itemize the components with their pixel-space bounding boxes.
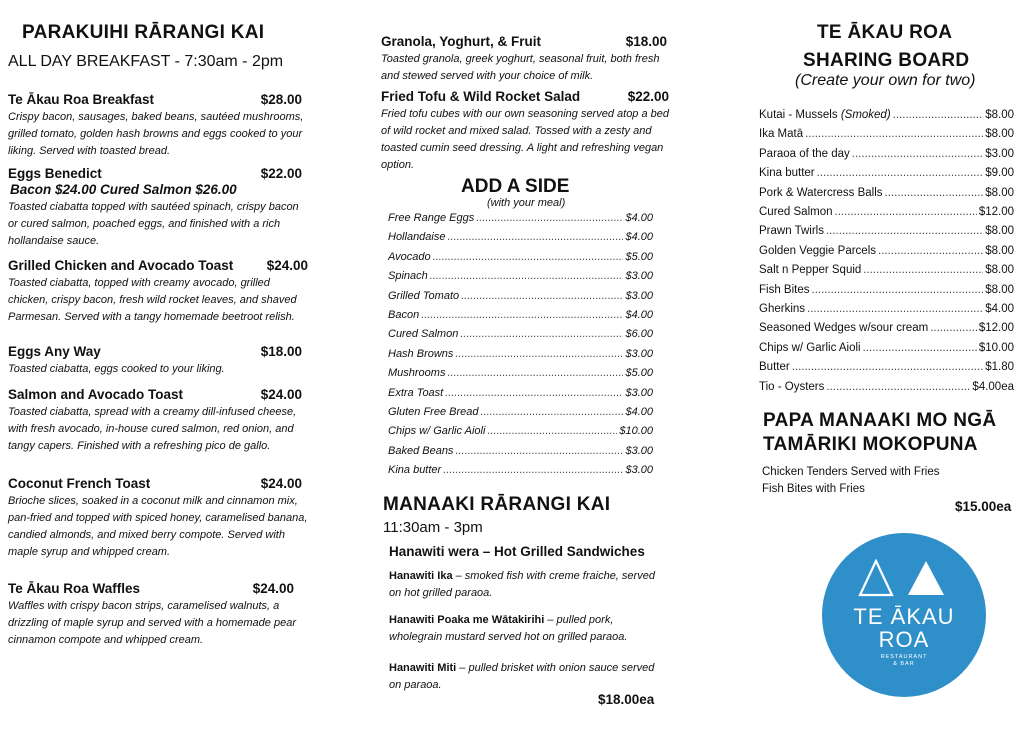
leader-dots — [487, 425, 617, 437]
sharing-item-name: Paraoa of the day — [759, 147, 850, 160]
side-item — [388, 251, 653, 263]
leader-dots — [445, 387, 623, 399]
item-name: Te Ākau Roa Waffles — [8, 581, 141, 596]
item-description: Fried tofu cubes with our own seasoning served atop a bed of wild rocket and mixed salad. Tossed with a zesty and toasted cumin seed dressing. A light and refreshing vegan option. — [381, 108, 670, 171]
breakfast-column — [8, 0, 308, 730]
leader-dots — [826, 381, 970, 393]
item-price: $18.00 — [260, 344, 302, 359]
side-name: Chips w/ Garlic Aioli — [388, 425, 486, 438]
sandwich-name: Hanawiti Miti — [389, 662, 457, 674]
kids-title-line2: TAMĀRIKI MOKOPUNA — [763, 434, 978, 455]
side-item — [388, 464, 653, 476]
sandwich-description: – pulled pork, wholegrain mustard served hot on grilled paraoa. — [389, 614, 628, 643]
sharing-item-name: Chips w/ Garlic Aioli — [759, 341, 861, 354]
item-price: $22.00 — [260, 166, 302, 181]
leader-dots — [885, 187, 984, 199]
sharing-item-name: Cured Salmon — [759, 206, 833, 218]
leader-dots — [817, 167, 984, 179]
logo-tagline1: RESTAURANT — [880, 654, 928, 660]
sandwich-item — [389, 612, 669, 646]
side-name: Gluten Free Bread — [388, 406, 479, 418]
sharing-item-note: (Smoked) — [840, 109, 891, 121]
side-price: $3.00 — [625, 289, 653, 302]
sandwich-heading: Hanawiti wera – Hot Grilled Sandwiches — [389, 544, 645, 559]
leader-dots — [430, 270, 624, 282]
side-price: $3.00 — [625, 444, 653, 457]
side-name: Kina butter — [388, 464, 442, 477]
item-name: Te Ākau Roa Breakfast — [8, 92, 155, 107]
sharing-item — [759, 225, 1014, 237]
side-item — [388, 328, 653, 340]
item-price: $24.00 — [266, 258, 308, 273]
leader-dots — [476, 212, 623, 224]
sandwich-item — [389, 660, 669, 694]
item-description: Toasted ciabatta, spread with a creamy dill-infused cheese, with fresh avocado, in-house cured salmon, red onion, and tangy capers. Finished with a refreshing pico de gallo. — [8, 406, 297, 452]
item-name: Fried Tofu & Wild Rocket Salad — [381, 89, 581, 104]
side-price: $4.00 — [625, 231, 653, 244]
item-description: Waffles with crispy bacon strips, caramelised walnuts, a drizzling of maple syrup and served with a homemade pear cinnamon compote and whipped cream. — [8, 600, 296, 646]
sharing-item — [759, 303, 1014, 315]
leader-dots — [421, 309, 623, 321]
sharing-item — [759, 322, 1014, 334]
kids-title-line1: PAPA MANAAKI MO NGĀ — [763, 410, 997, 431]
leader-dots — [443, 464, 623, 476]
sandwich-description: – pulled brisket with onion sauce served on paraoa. — [389, 662, 655, 691]
logo-line1: TE ĀKAU — [853, 604, 955, 629]
manaaki-hours: 11:30am - 3pm — [383, 519, 483, 536]
side-name: Baked Beans — [388, 444, 454, 457]
logo-tagline2: & BAR — [893, 661, 915, 667]
item-price: $24.00 — [260, 387, 302, 402]
item-name: Eggs Any Way — [8, 344, 101, 359]
menu-item — [8, 258, 308, 326]
side-item — [388, 445, 653, 457]
menu-item — [8, 92, 308, 160]
item-description: Toasted ciabatta, topped with creamy avocado, grilled chicken, crispy bacon, fresh wild rocket leaves, and shaved Parmesan. Served with a tangy homemade beetroot relish. — [8, 277, 297, 323]
leader-dots — [826, 225, 983, 237]
side-name: Free Range Eggs — [388, 212, 475, 224]
sandwich-price: $18.00ea — [598, 692, 655, 707]
sharing-item — [759, 167, 1014, 179]
leader-dots — [481, 406, 624, 418]
twin-triangles-logo-icon — [858, 559, 950, 597]
item-price: $24.00 — [252, 581, 294, 596]
sharing-item-price: $9.00 — [985, 167, 1014, 180]
side-price: $5.00 — [625, 367, 653, 380]
sharing-title-line2: SHARING BOARD — [803, 50, 970, 71]
sharing-item — [759, 206, 1014, 218]
leader-dots — [805, 128, 983, 140]
side-price: $10.00 — [619, 425, 653, 438]
item-name: Grilled Chicken and Avocado Toast — [8, 258, 234, 273]
sandwich-description: – smoked fish with creme fraiche, served on hot grilled paraoa. — [389, 570, 655, 599]
sharing-item-price: $8.00 — [985, 225, 1014, 238]
sharing-item-name: Butter — [759, 361, 790, 374]
leader-dots — [792, 361, 984, 373]
item-name: Salmon and Avocado Toast — [8, 387, 184, 402]
leader-dots — [447, 367, 623, 379]
sharing-item-price: $8.00 — [985, 186, 1014, 199]
side-price: $4.00 — [625, 212, 653, 224]
item-price: $24.00 — [260, 476, 302, 491]
sharing-item-price: $8.00 — [985, 244, 1014, 257]
side-name: Spinach — [388, 270, 428, 283]
item-name: Coconut French Toast — [8, 476, 151, 491]
breakfast-hours: ALL DAY BREAKFAST - 7:30am - 2pm — [8, 53, 284, 70]
side-name: Bacon — [388, 309, 420, 321]
item-price: $28.00 — [260, 92, 302, 107]
sharing-title-line1: TE ĀKAU ROA — [817, 22, 953, 43]
menu-item — [8, 344, 308, 378]
leader-dots — [893, 109, 984, 121]
menu-item — [8, 581, 308, 649]
leader-dots — [878, 245, 983, 257]
side-item — [388, 290, 653, 302]
item-price: $22.00 — [627, 89, 669, 104]
sharing-item-name: Golden Veggie Parcels — [759, 244, 876, 257]
leader-dots — [930, 322, 977, 334]
sharing-item-price: $8.00 — [985, 128, 1014, 141]
sandwich-name: Hanawiti Ika — [389, 570, 453, 582]
side-name: Cured Salmon — [388, 328, 459, 341]
kids-item: Fish Bites with Fries — [762, 483, 865, 495]
side-item — [388, 212, 653, 224]
side-item — [388, 309, 653, 321]
leader-dots — [835, 206, 977, 218]
menu-item — [8, 166, 308, 250]
sharing-item — [759, 148, 1014, 160]
side-item — [388, 270, 653, 282]
sandwich-item — [389, 568, 669, 602]
sharing-item-price: $10.00 — [978, 341, 1014, 354]
side-price: $3.00 — [625, 347, 653, 360]
side-item — [388, 425, 653, 437]
leader-dots — [852, 148, 983, 160]
sharing-item — [759, 264, 1014, 276]
sharing-item-name: Tio - Oysters — [759, 380, 825, 393]
restaurant-logo — [822, 533, 986, 697]
side-name: Avocado — [388, 250, 431, 263]
sides-subtitle: (with your meal) — [487, 197, 566, 209]
sharing-item-price: $12.00 — [978, 206, 1014, 218]
sharing-item — [759, 109, 1014, 121]
sharing-item — [759, 284, 1014, 296]
side-item — [388, 406, 653, 418]
middle-column — [381, 0, 671, 730]
side-price: $6.00 — [625, 328, 653, 341]
side-item — [388, 231, 653, 243]
kids-item: Chicken Tenders Served with Fries — [762, 466, 940, 478]
sharing-item-name: Kutai - Mussels — [759, 109, 841, 121]
sharing-item-price: $4.00ea — [972, 380, 1014, 393]
kids-price: $15.00ea — [955, 499, 1012, 514]
sharing-item-price: $8.00 — [985, 109, 1014, 121]
side-name: Mushrooms — [388, 367, 446, 380]
menu-item — [381, 89, 671, 174]
leader-dots — [812, 284, 984, 296]
side-item — [388, 387, 653, 399]
item-description: Crispy bacon, sausages, baked beans, sautéed mushrooms, grilled tomato, golden hash browns and eggs cooked to your liking. Served with toasted bread. — [8, 111, 304, 157]
menu-item — [8, 476, 308, 561]
side-price: $3.00 — [625, 270, 653, 283]
leader-dots — [433, 251, 624, 263]
side-price: $3.00 — [625, 464, 653, 477]
item-description: Toasted granola, greek yoghurt, seasonal fruit, both fresh and stewed served with your choice of milk. — [381, 53, 660, 82]
sharing-item-name: Seasoned Wedges w/sour cream — [759, 322, 929, 335]
leader-dots — [863, 342, 977, 354]
side-name: Hash Browns — [388, 347, 454, 360]
sharing-item-name: Fish Bites — [759, 283, 810, 296]
sharing-item-name: Kina butter — [759, 167, 815, 180]
sharing-item-price: $8.00 — [985, 264, 1014, 277]
item-price: $18.00 — [625, 34, 667, 49]
logo-line2: ROA — [878, 627, 930, 652]
menu-item — [381, 34, 671, 85]
leader-dots — [455, 445, 623, 457]
sides-title: ADD A SIDE — [461, 176, 570, 197]
item-description: Toasted ciabatta topped with sautéed spinach, crispy bacon or cured salmon, poached eggs, and finished with a rich hollandaise sauce. — [8, 201, 299, 247]
sharing-item-price: $4.00 — [985, 303, 1014, 315]
side-item — [388, 367, 653, 379]
sharing-item-name: Salt n Pepper Squid — [759, 264, 862, 277]
sharing-item-name: Ika Matā — [759, 128, 804, 141]
sharing-item-price: $1.80 — [985, 361, 1014, 374]
leader-dots — [447, 231, 623, 243]
leader-dots — [460, 328, 623, 340]
sharing-item-name: Pork & Watercress Balls — [759, 186, 883, 199]
side-price: $5.00 — [625, 250, 653, 263]
sharing-item — [759, 245, 1014, 257]
sharing-item-name: Prawn Twirls — [759, 225, 824, 238]
side-price: $4.00 — [625, 309, 653, 321]
side-name: Extra Toast — [388, 386, 444, 399]
leader-dots — [455, 348, 623, 360]
sharing-item-price: $8.00 — [985, 283, 1014, 296]
sharing-item — [759, 361, 1014, 373]
leader-dots — [461, 290, 623, 302]
sharing-item-price: $12.00 — [978, 322, 1014, 335]
sharing-item — [759, 342, 1014, 354]
side-item — [388, 348, 653, 360]
item-name: Granola, Yoghurt, & Fruit — [381, 34, 542, 49]
side-name: Hollandaise — [388, 231, 446, 244]
item-description: Brioche slices, soaked in a coconut milk and cinnamon mix, pan-fried and topped with spiced honey, caramelised banana, candied almonds, and mixed berry compote. Served with maple syrup and whipped cream. — [8, 495, 308, 558]
sharing-item-price: $3.00 — [985, 147, 1014, 160]
side-price: $3.00 — [625, 386, 653, 399]
manaaki-title: MANAAKI RĀRANGI KAI — [383, 494, 611, 515]
sharing-subtitle: (Create your own for two) — [795, 72, 976, 89]
leader-dots — [863, 264, 983, 276]
side-price: $4.00 — [625, 406, 653, 418]
sharing-item — [759, 381, 1014, 393]
sharing-item — [759, 187, 1014, 199]
sharing-item-name: Gherkins — [759, 303, 806, 315]
sharing-item — [759, 128, 1014, 140]
sandwich-name: Hanawiti Poaka me Wātakirihi — [389, 614, 545, 626]
item-description: Toasted ciabatta, eggs cooked to your liking. — [8, 363, 225, 375]
menu-item — [8, 387, 308, 455]
side-name: Grilled Tomato — [388, 289, 460, 302]
breakfast-title: PARAKUIHI RĀRANGI KAI — [22, 22, 265, 43]
item-extra-options: Bacon $24.00 Cured Salmon $26.00 — [10, 182, 237, 197]
leader-dots — [807, 303, 983, 315]
item-name: Eggs Benedict — [8, 166, 102, 181]
